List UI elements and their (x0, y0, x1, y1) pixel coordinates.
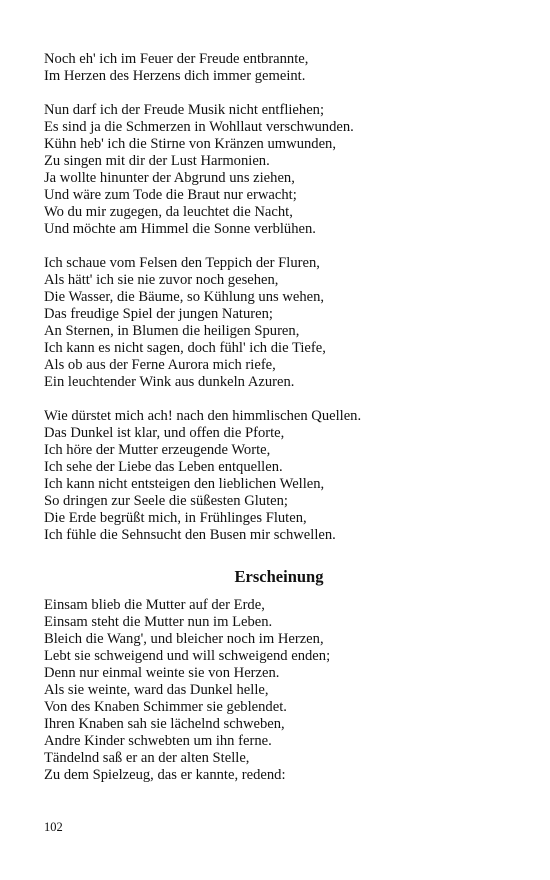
stanza (44, 51, 514, 85)
verse-line: Wie dürstet mich ach! nach den himmlischen Quellen. (44, 408, 362, 424)
page-body (44, 51, 514, 784)
poem-continuation (44, 51, 514, 544)
verse-line: Ein leuchtender Wink aus dunkeln Azuren. (44, 374, 295, 390)
verse-line: Noch eh' ich im Feuer der Freude entbrannte, (44, 51, 309, 67)
verse-line: Kühn heb' ich die Stirne von Kränzen umwunden, (44, 136, 337, 152)
page-number: 102 (44, 820, 63, 834)
verse-line: Und möchte am Himmel die Sonne verblühen. (44, 221, 316, 237)
verse-line: An Sternen, in Blumen die heiligen Spuren, (44, 323, 300, 339)
verse-line: Ich fühle die Sehnsucht den Busen mir schwellen. (44, 527, 336, 543)
verse-line: Es sind ja die Schmerzen in Wohllaut verschwunden. (44, 119, 354, 135)
verse-line: Als sie weinte, ward das Dunkel helle, (44, 682, 269, 698)
verse-line: Zu dem Spielzeug, das er kannte, redend: (44, 767, 286, 783)
verse-line: Tändelnd saß er an der alten Stelle, (44, 750, 250, 766)
verse-line: Bleich die Wang', und bleicher noch im Herzen, (44, 631, 324, 647)
verse-line: Einsam blieb die Mutter auf der Erde, (44, 597, 265, 613)
verse-line: Ich schaue vom Felsen den Teppich der Fluren, (44, 255, 320, 271)
poem-title-erscheinung: Erscheinung (234, 567, 324, 586)
verse-line: Als hätt' ich sie nie zuvor noch gesehen, (44, 272, 279, 288)
verse-line: Einsam steht die Mutter nun im Leben. (44, 614, 273, 630)
verse-line: Ich kann es nicht sagen, doch fühl' ich die Tiefe, (44, 340, 326, 356)
verse-line: Das Dunkel ist klar, und offen die Pforte, (44, 425, 285, 441)
verse-line: Im Herzen des Herzens dich immer gemeint. (44, 68, 306, 84)
poem-erscheinung (44, 597, 514, 784)
verse-line: Wo du mir zugegen, da leuchtet die Nacht, (44, 204, 293, 220)
verse-line: So dringen zur Seele die süßesten Gluten; (44, 493, 288, 509)
verse-line: Andre Kinder schwebten um ihn ferne. (44, 733, 272, 749)
verse-line: Die Wasser, die Bäume, so Kühlung uns wehen, (44, 289, 325, 305)
verse-line: Ja wollte hinunter der Abgrund uns ziehen, (44, 170, 295, 186)
stanza (44, 102, 514, 238)
stanza (44, 408, 514, 544)
verse-line: Als ob aus der Ferne Aurora mich riefe, (44, 357, 276, 373)
verse-line: Ich sehe der Liebe das Leben entquellen. (44, 459, 283, 475)
verse-line: Die Erde begrüßt mich, in Frühlinges Fluten, (44, 510, 307, 526)
verse-line: Und wäre zum Tode die Braut nur erwacht; (44, 187, 297, 203)
verse-line: Ihren Knaben sah sie lächelnd schweben, (44, 716, 285, 732)
verse-line: Von des Knaben Schimmer sie geblendet. (44, 699, 287, 715)
verse-line: Lebt sie schweigend und will schweigend enden; (44, 648, 331, 664)
verse-line: Ich höre der Mutter erzeugende Worte, (44, 442, 271, 458)
verse-line: Zu singen mit dir der Lust Harmonien. (44, 153, 270, 169)
verse-line: Das freudige Spiel der jungen Naturen; (44, 306, 273, 322)
verse-line: Ich kann nicht entsteigen den lieblichen Wellen, (44, 476, 325, 492)
verse-line: Nun darf ich der Freude Musik nicht entfliehen; (44, 102, 325, 118)
verse-line: Denn nur einmal weinte sie von Herzen. (44, 665, 280, 681)
stanza (44, 255, 514, 391)
